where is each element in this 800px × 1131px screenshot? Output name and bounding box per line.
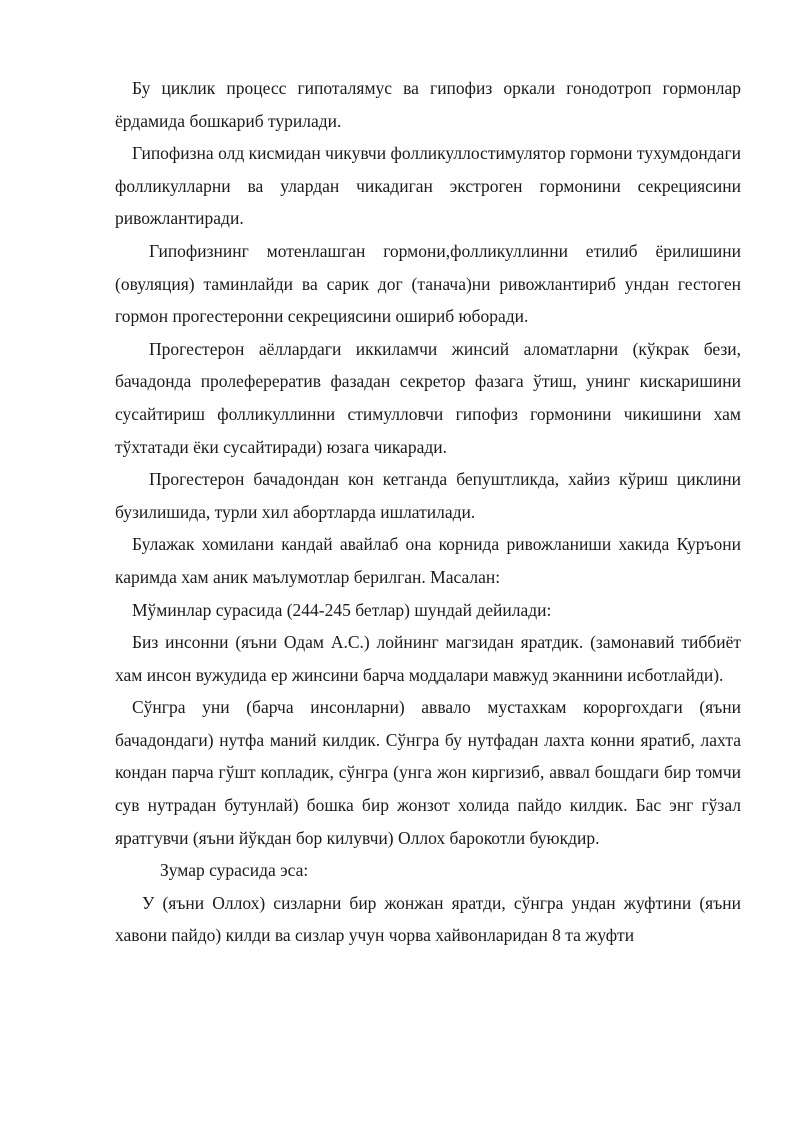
paragraph-4: Прогестерон аёллардаги иккиламчи жинсий аломатларни (кўкрак бези, бачадонда пролеферератив фазадан секретор фазага ўтиш, унинг кискаришини сусайтириш фолликуллинни стимулловчи гипофиз гормонини чикишини хам тўхтатади ёки сусайтиради) юзага чикаради. xyxy=(115,338,741,457)
paragraph-10: Зумар сурасида эса: xyxy=(160,860,309,881)
paragraph-7: Мўминлар сурасида (244-245 бетлар) шундай дейилади: xyxy=(132,599,552,620)
paragraph-1: Бу циклик процесс гипоталямус ва гипофиз оркали гонодотроп гормонлар ёрдамида бошкариб турилади. xyxy=(115,78,741,131)
paragraph-8: Биз инсонни (яъни Одам А.С.) лойнинг магзидан яратдик. (замонавий тиббиёт хам инсон вужудида ер жинсини барча моддалари мавжуд эканнини исботлайди). xyxy=(115,632,741,685)
document-body xyxy=(115,72,741,952)
paragraph-5: Прогестерон бачадондан кон кетганда бепуштликда, хайиз кўриш циклини бузилишида, турли хил абортларда ишлатилади. xyxy=(115,469,741,522)
paragraph-3: Гипофизнинг мотенлашган гормони,фолликуллинни етилиб ёрилишини (овуляция) таминлайди ва сарик дог (танача)ни ривожлантириб ундан гестоген гормон прогестеронни секрециясини ошириб юборади. xyxy=(115,240,741,327)
paragraph-11: У (яъни Оллох) сизларни бир жонжан яратди, сўнгра ундан жуфтини (яъни хавони пайдо) килди ва сизлар учун чорва хайвонларидан 8 та жуфти xyxy=(115,892,741,946)
paragraph-9: Сўнгра уни (барча инсонларни) аввало мустахкам короргохдаги (яъни бачадондаги) нутфа маний килдик. Сўнгра бу нутфадан лахта конни яратиб, лахта кондан парча гўшт копладик, сўнгра (унга жон киргизиб, аввал бошдаги бир томчи сув нутрадан бутунлай) бошка бир жонзот холида пайдо килдик. Бас энг гўзал яратгувчи (яъни йўкдан бор килувчи) Оллох барокотли буюкдир. xyxy=(115,697,741,848)
paragraph-2: Гипофизна олд кисмидан чикувчи фолликуллостимулятор гормони тухумдондаги фолликулларни ва улардан чикадиган экстроген гормонини секрециясини ривожлантиради. xyxy=(115,143,741,229)
paragraph-6: Булажак хомилани кандай авайлаб она корнида ривожланиши хакида Куръони каримда хам аник маълумотлар берилган. Масалан: xyxy=(115,534,741,587)
